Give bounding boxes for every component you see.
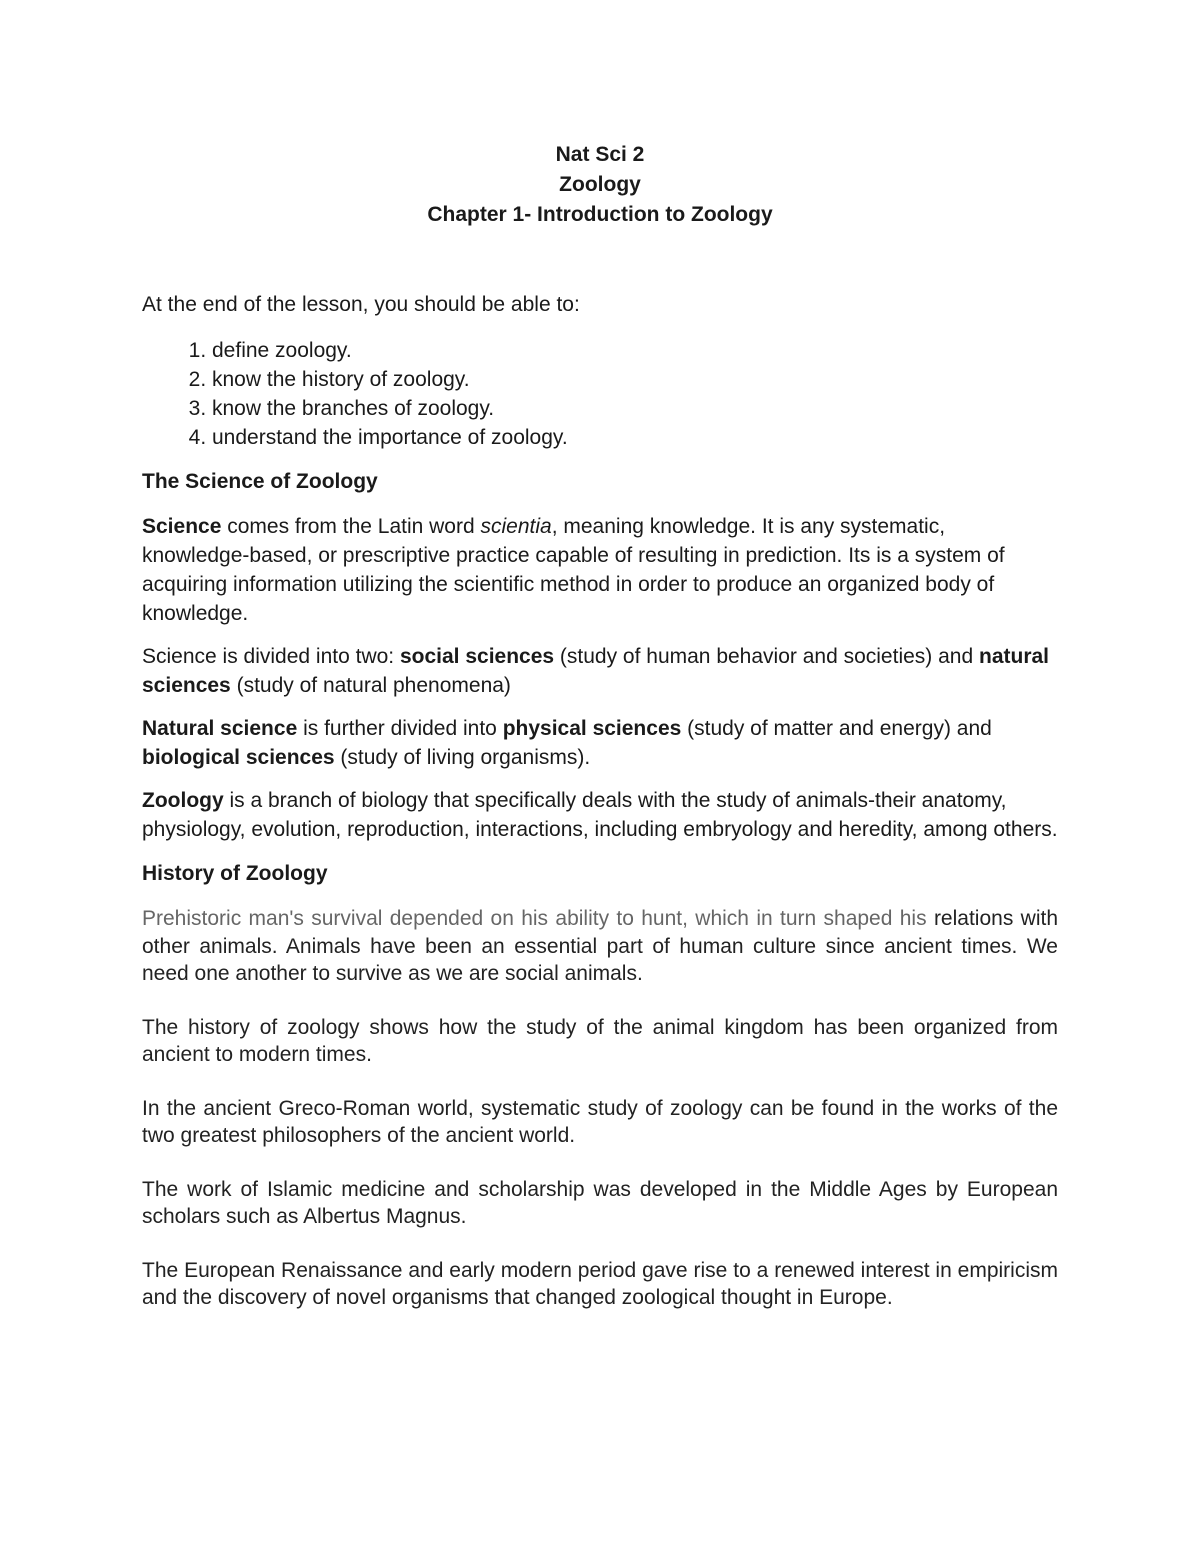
history-heading: History of Zoology [142,862,328,885]
term-natural-science: Natural science [142,717,298,740]
term-science: Science [142,515,222,538]
objective-item: 4. understand the importance of zoology. [212,423,1058,452]
term-zoology: Zoology [142,789,224,812]
science-division-paragraph [142,642,1058,700]
objectives-list [142,336,1058,452]
title-block [142,140,1058,230]
document-page [142,140,1058,1338]
history-paragraph-prehistoric [142,905,1058,988]
term-physical-sciences: physical sciences [502,717,682,740]
text-span: (study of human behavior and societies) and [554,645,979,668]
text-span: (study of natural phenomena) [230,674,511,697]
natural-science-paragraph [142,714,1058,772]
science-definition-paragraph [142,512,1058,628]
zoology-definition-paragraph [142,786,1058,844]
text-span: (study of matter and energy) and [681,717,992,740]
objective-item: 1. define zoology. [212,336,1058,365]
science-heading: The Science of Zoology [142,470,378,493]
objectives-intro: At the end of the lesson, you should be able to: [142,293,580,316]
term-social-sciences: social sciences [399,645,555,668]
text-span-muted: Prehistoric man's survival depended on his ability to hunt, which in turn shaped his [142,907,927,930]
objective-item: 3. know the branches of zoology. [212,394,1058,423]
text-span: comes from the Latin word [221,515,481,538]
subject-title: Zoology [559,173,641,196]
chapter-title: Chapter 1- Introduction to Zoology [427,203,773,226]
text-span: relations with other animals. Animals have been an essential part of human culture since ancient times. We need one another to survive as we are social animals. [142,907,1058,985]
text-span: is a branch of biology that specifically deals with the study of animals-their anatomy, physiology, evolution, reproduction, interactions, including embryology and heredity, among others. [142,789,1058,841]
text-span: , meaning knowledge. It is any systematic, knowledge-based, or prescriptive practice capable of resulting in prediction. Its is a system of acquiring information utilizing the scientific method in order to produce an organized body of knowledge. [142,515,1005,625]
history-paragraph-middle-ages: The work of Islamic medicine and scholarship was developed in the Middle Ages by European scholars such as Albertus Magnus. [142,1177,1058,1228]
latin-term: scientia [480,515,552,538]
objective-item: 2. know the history of zoology. [212,365,1058,394]
term-natural-sciences: natural sciences [142,645,1050,697]
text-span: Science is divided into two: [142,645,400,668]
text-span: is further divided into [297,717,503,740]
history-paragraph-overview: The history of zoology shows how the study of the animal kingdom has been organized from ancient to modern times. [142,1015,1058,1066]
history-paragraph-greco-roman: In the ancient Greco-Roman world, systematic study of zoology can be found in the works of the two greatest philosophers of the ancient world. [142,1096,1058,1147]
term-biological-sciences: biological sciences [142,746,335,769]
course-title: Nat Sci 2 [555,143,645,166]
text-span: (study of living organisms). [334,746,591,769]
history-body [142,905,1058,1312]
history-paragraph-renaissance: The European Renaissance and early modern period gave rise to a renewed interest in empiricism and the discovery of novel organisms that changed zoological thought in Europe. [142,1258,1058,1309]
